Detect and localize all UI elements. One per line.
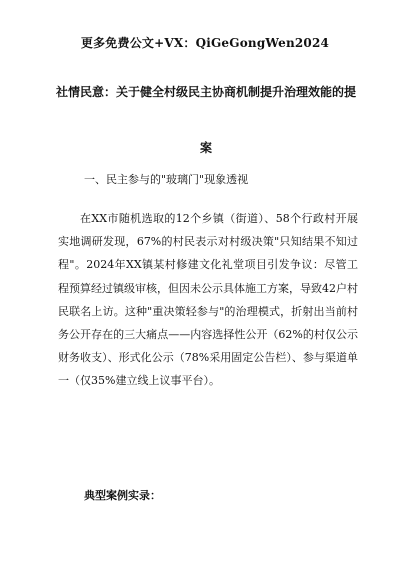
document-title [56,66,356,174]
section-heading: 一、民主参与的"玻璃门"现象透视 [84,173,249,186]
case-subheading: 典型案例实录： [84,489,161,502]
promo-header: 更多免费公文+VX：QiGeGongWen2024 [80,36,330,50]
body-paragraph: 在XX市随机选取的12个乡镇（街道）、58个行政村开展实地调研发现，67%的村民表示对村级决策"只知结果不知过程"。2024年XX镇某村修建文化礼堂项目引发争议：尽管工程预算经过镇级审核，但因未公示具体施工方案，导致42户村民联名上访。这种"重决策轻参与"的治理模式，折射出当前村务公开存在的三大痛点——内容选择性公开（62%的村仅公示财务收支）、形式化公示（78%采用固定公告栏）、参与渠道单一（仅35%建立线上议事平台）。 [58,212,358,388]
document-title-line1: 社情民意：关于健全村级民主协商机制提升治理效能的提 [56,85,357,99]
document-title-line2: 案 [199,141,212,155]
